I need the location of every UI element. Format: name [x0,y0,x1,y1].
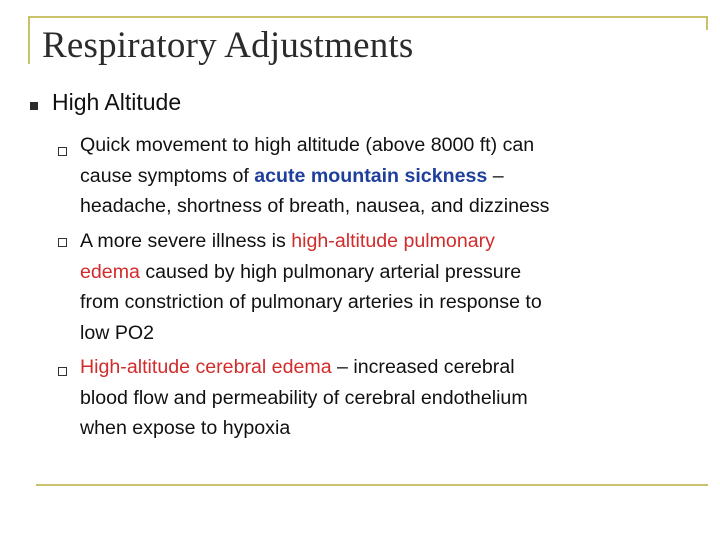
highlight-term: high-altitude pulmonary [291,230,495,252]
bullet-line [80,287,720,318]
frame-bottom-line [36,484,708,486]
bullet-line [80,413,720,444]
frame-top-line [28,16,708,18]
highlight-term: High-altitude cerebral edema [80,356,332,378]
section-heading: High Altitude [52,89,182,115]
square-bullet-icon [30,102,38,110]
hollow-square-bullet-icon [58,367,67,376]
text-run: low PO2 [80,321,155,344]
text-run: headache, shortness of breath, nausea, and dizziness [80,195,550,217]
bullet-item-3 [80,352,720,444]
hollow-square-bullet-icon [58,238,67,247]
text-run: – increased cerebral [331,356,515,378]
slide-title: Respiratory Adjustments [42,25,414,66]
hollow-square-bullet-icon [58,147,67,156]
text-run: – [487,164,504,187]
bullet-line [80,383,720,414]
text-run: A more severe illness is [80,230,292,252]
bullet-line [80,191,720,222]
frame-left-line [28,16,30,64]
frame-right-line [706,16,708,30]
text-run: caused by high pulmonary arterial pressure [139,260,522,283]
highlight-term: acute mountain sickness [254,164,488,187]
text-run: blood flow and permeability of cerebral endothelium [80,386,528,409]
bullet-line [80,226,720,257]
bullet-item-1 [80,130,720,222]
bullet-line [80,352,720,383]
text-run: cause symptoms of [80,164,255,187]
bullet-item-2 [80,226,720,348]
bullet-line [80,161,720,192]
text-run: from constriction of pulmonary arteries in response to [80,291,542,313]
text-run: Quick movement to high altitude (above 8000 ft) can [80,134,535,156]
bullet-line [80,318,720,349]
highlight-term: edema [80,260,140,283]
bullet-line [80,130,720,161]
text-run: when expose to hypoxia [80,417,291,439]
bullet-line [80,257,720,288]
